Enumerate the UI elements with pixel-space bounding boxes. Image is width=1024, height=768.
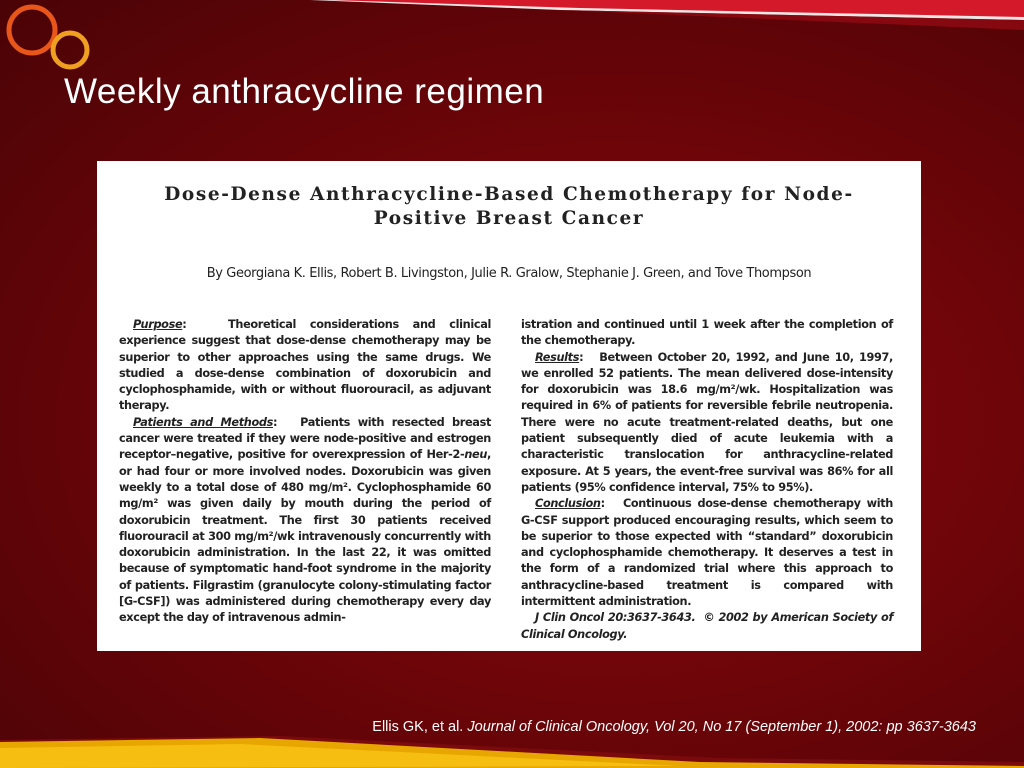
purpose-text: Theoretical considerations and clinical experience suggest that dose-dense chemotherapy may be superior to other approaches using the same drugs. We studied a dose-dense combination of doxorubicin and cyclophosphamide, with or without fluorouracil, as adjuvant therapy. (119, 318, 491, 413)
results-paragraph: Results: Between October 20, 1992, and June 10, 1997, we enrolled 52 patients. The mean delivered dose-intensity for doxorubicin was 18.6 mg/m²/wk. Hospitalization was required in 6% of patients for reversible febrile neutropenia. There were no acute treatment-related deaths, but one patient subsequently died of acute leukemia with a characteristic translocation for anthracycline-related exposure. At 5 years, the event-free survival was 86% for all patients (95% confidence interval, 75% to 95%). (521, 350, 893, 494)
citation-authors: Ellis GK, et al. (372, 719, 468, 735)
purpose-label: Purpose (133, 318, 183, 331)
methods-text-a: Patients with resected breast cancer were treated if they were node-positive and estrogen receptor–negative, positive for overexpression of Her-2- (119, 415, 492, 462)
logo-circles-icon (0, 0, 100, 80)
conclusion-text: Continuous dose-dense chemotherapy with G-CSF support produced encouraging results, which seem to be superior to those expected with “standard” doxorubicin and cyclophosphamide chemotherapy. It deserves a test in the form of a randomized trial where this approach to anthracycline-based treatment is compared with intermittent administration. (521, 497, 893, 609)
paper-title-line-1: Dose-Dense Anthracycline-Based Chemotherapy for Node- (164, 184, 854, 205)
methods-paragraph: Patients and Methods: Patients with resected breast cancer were treated if they were node-positive and estrogen receptor–negative, positive for overexpression of Her-2-neu, or had four or more involved nodes. Doxorubicin was given weekly to a total dose of 480 mg/m². Cyclophosphamide 60 mg/m² was given daily by mouth during the period of doxorubicin treatment. The first 30 patients received fluorouracil at 300 mg/m²/wk intravenously concurrently with doxorubicin administration. In the last 22, it was omitted because of symptomatic hand-foot syndrome in the majority of patients. Filgrastim (granulocyte colony-stimulating factor [G-CSF]) was administered during chemotherapy every day except the day of intravenous admin- (119, 415, 492, 625)
copyright-notice: © 2002 by American Society of Clinical Oncology. (521, 611, 894, 641)
methods-continued: istration and continued until 1 week after the completion of the chemotherapy. (521, 318, 893, 348)
methods-text-b: , or had four or more involved nodes. Doxorubicin was given weekly to a total dose of 480 mg/m². Cyclophosphamide 60 mg/m² was given daily by mouth during the period of doxorubicin treatment. The first 30 patients received fluorouracil at 300 mg/m²/wk intravenously concurrently with doxorubicin administration. In the last 22, it was omitted because of symptomatic hand-foot syndrome in the majority of patients. Filgrastim (granulocyte colony-stimulating factor [G-CSF]) was administered during chemotherapy every day except the day of intravenous admin- (119, 448, 491, 625)
abstract-left-column (119, 317, 491, 627)
abstract-right-column (521, 317, 893, 643)
methods-text-neu: neu (464, 448, 488, 462)
conclusion-paragraph: Conclusion: Continuous dose-dense chemotherapy with G-CSF support produced encouraging results, which seem to be superior to those expected with “standard” doxorubicin and cyclophosphamide chemotherapy. It deserves a test in the form of a randomized trial where this approach to anthracycline-based treatment is compared with intermittent administration. (521, 497, 893, 609)
journal-reference-paragraph (521, 610, 893, 643)
top-decorative-stripe (0, 0, 1024, 40)
paper-title-line-2: Positive Breast Cancer (373, 208, 645, 229)
bottom-decorative-stripe (0, 728, 1024, 768)
slide-title: Weekly anthracycline regimen (64, 72, 545, 111)
paper-title (97, 183, 921, 231)
purpose-paragraph: Purpose: Theoretical considerations and clinical experience suggest that dose-dense chemotherapy may be superior to other approaches using the same drugs. We studied a dose-dense combination of doxorubicin and cyclophosphamide, with or without fluorouracil, as adjuvant therapy. (119, 318, 491, 413)
paper-authors: By Georgiana K. Ellis, Robert B. Livingston, Julie R. Gralow, Stephanie J. Green, and Tove Thompson (206, 266, 812, 281)
paper-abstract-image (97, 161, 921, 651)
journal-reference: J Clin Oncol 20:3637-3643. (535, 611, 696, 625)
results-text: Between October 20, 1992, and June 10, 1997, we enrolled 52 patients. The mean delivered dose-intensity for doxorubicin was 18.6 mg/m²/wk. Hospitalization was required in 6% of patients for reversible febrile neutropenia. There were no acute treatment-related deaths, but one patient subsequently died of acute leukemia with a characteristic translocation for anthracycline-related exposure. At 5 years, the event-free survival was 86% for all patients (95% confidence interval, 75% to 95%). (521, 350, 893, 494)
results-label: Results (535, 350, 580, 364)
conclusion-label: Conclusion (535, 497, 601, 511)
citation-journal: Journal of Clinical Oncology, Vol 20, No 17 (September 1), 2002: pp 3637-3643 (467, 719, 976, 735)
methods-label: Patients and Methods (133, 415, 273, 429)
